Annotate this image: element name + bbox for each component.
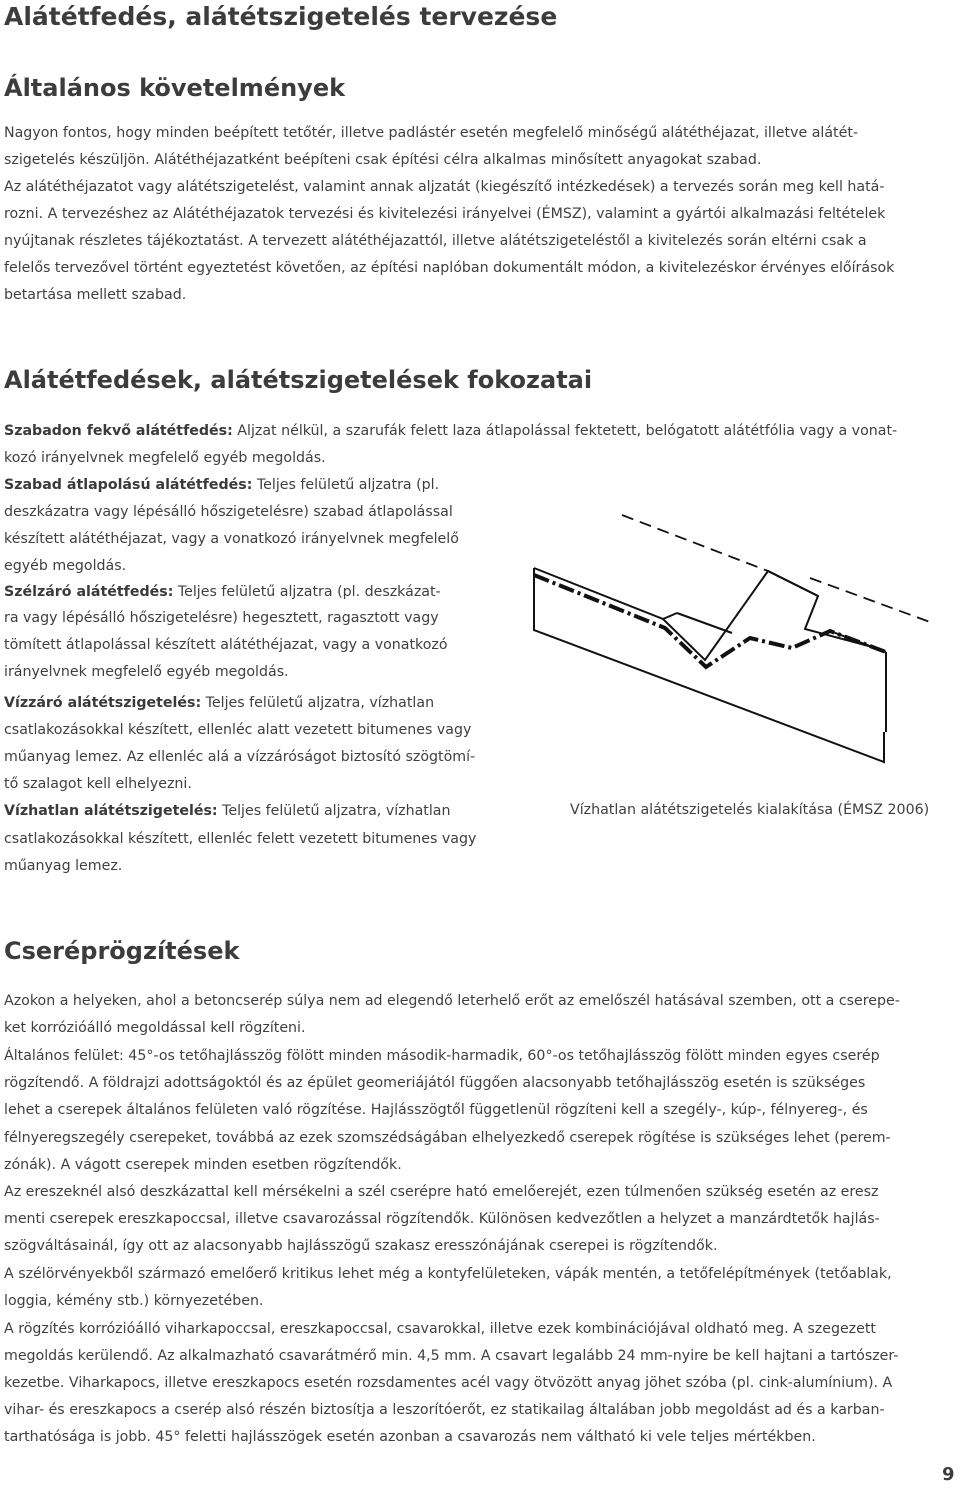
- paragraph-line: tarthatósága is jobb. 45° feletti hajlásszögek esetén azonban a csavarozás nem váltható ki vele teljes mértékben.: [4, 1429, 816, 1445]
- item-text: Aljzat nélkül, a szarufák felett laza átlapolással fektetett, belógatott alátétfólia vagy a vonat-: [232, 423, 898, 439]
- paragraph-line: megoldás kerülendő. Az alkalmazható csavarátmérő min. 4,5 mm. A csavart legalább 24 mm-nyire be kell hajtani a tartószer-: [4, 1348, 899, 1364]
- paragraph-line: Azokon a helyeken, ahol a betoncserép súlya nem ad elegendő leterhelő erőt az emelőszél hatásával szemben, ott a cserepe-: [4, 993, 900, 1009]
- item-text: Teljes felületű aljzatra, vízhatlan: [217, 803, 451, 819]
- paragraph-line: Az ereszeknél alsó deszkázattal kell mérsékelni a szél cserépre ható emelőerejét, ezen túlmenően szükség esetén az eresz: [4, 1184, 879, 1200]
- paragraph-line: irányelvnek megfelelő egyéb megoldás.: [4, 664, 289, 680]
- paragraph-line: Általános felület: 45°-os tetőhajlásszög fölött minden második-harmadik, 60°-os tetőhajlásszög fölött minden egyes cserép: [4, 1048, 880, 1064]
- paragraph-line: kezetbe. Viharkapocs, illetve ereszkapocs esetén rozsdamentes acél vagy ötvözött anyag jöhet szóba (pl. cink-alumínium). A: [4, 1375, 893, 1391]
- item-term: Szélzáró alátétfedés:: [4, 584, 174, 600]
- paragraph-line: rögzítendő. A földrajzi adottságoktól és az épület geomeriájától függően alacsonyabb tetőhajlásszög esetén is szükséges: [4, 1075, 866, 1091]
- section-heading-general: Általános követelmények: [4, 74, 346, 102]
- item-term: Vízhatlan alátétszigetelés:: [4, 803, 218, 819]
- paragraph-line: félnyeregszegély cserepeket, továbbá az ezek szomszédságában elhelyezkedő cserepek rögítése is szükséges lehet (perem-: [4, 1130, 891, 1146]
- diagram-caption: Vízhatlan alátétszigetelés kialakítása (ÉMSZ 2006): [570, 802, 930, 818]
- paragraph-line: tömített átlapolással készített alátéthéjazat, vagy a vonatkozó: [4, 637, 448, 653]
- paragraph-line: felelős tervezővel történt egyeztetést követően, az építési naplóban dokumentált módon, a kivitelezéskor érvényes előírások: [4, 260, 895, 276]
- paragraph-line: deszkázatra vagy lépésálló hőszigetelésre) szabad átlapolással: [4, 504, 453, 520]
- page-title: Alátétfedés, alátétszigetelés tervezése: [4, 2, 558, 31]
- paragraph-line: egyéb megoldás.: [4, 558, 127, 574]
- paragraph-line: rozni. A tervezéshez az Alátéthéjazatok tervezési és kivitelezési irányelvei (ÉMSZ), valamint a gyártói alkalmazási feltételek: [4, 206, 886, 222]
- item-term: Szabadon fekvő alátétfedés:: [4, 423, 233, 439]
- paragraph-line: menti cserepek ereszkapoccsal, illetve csavarozással rögzítendők. Különösen kedvezőtlen a helyzet a manzárdtetők hajlás-: [4, 1211, 880, 1227]
- profile-line: [768, 571, 818, 596]
- paragraph-line: loggia, kémény stb.) környezetében.: [4, 1293, 264, 1309]
- paragraph-line: műanyag lemez.: [4, 858, 123, 874]
- list-item: [4, 475, 439, 495]
- paragraph-line: A rögzítés korrózióálló viharkapoccsal, ereszkapoccsal, csavarokkal, illetve ezek kombinációjával oldható meg. A szegezett: [4, 1321, 876, 1337]
- paragraph-line: csatlakozásokkal készített, ellenléc alatt vezetett bitumenes vagy: [4, 722, 472, 738]
- board-outline: [534, 575, 884, 762]
- list-item: [4, 693, 434, 713]
- paragraph-line: szigetelés készüljön. Alátéthéjazatként beépíteni csak építési célra alkalmas minősített anyagokat szabad.: [4, 152, 762, 168]
- paragraph-line: csatlakozásokkal készített, ellenléc felett vezetett bitumenes vagy: [4, 831, 477, 847]
- item-term: Vízzáró alátétszigetelés:: [4, 695, 202, 711]
- paragraph-line: nyújtanak részletes tájékoztatást. A tervezett alátéthéjazattól, illetve alátétszigeteléstől a kivitelezés során eltérni csak a: [4, 233, 867, 249]
- page-number: 9: [942, 1464, 955, 1485]
- section-heading-tile-fixing: Cseréprögzítések: [4, 937, 240, 965]
- item-text: Teljes felületű aljzatra, vízhatlan: [201, 695, 435, 711]
- dashed-line: [810, 578, 930, 622]
- paragraph-line: ra vagy lépésálló hőszigetelésre) hegesztett, ragasztott vagy: [4, 610, 439, 626]
- paragraph-line: Az alátéthéjazatot vagy alátétszigetelést, valamint annak aljzatát (kiegészítő intézkedések) a tervezés során meg kell hatá-: [4, 179, 885, 195]
- list-item: [4, 421, 897, 441]
- paragraph-line: vihar- és ereszkapocs a cserép alsó részén biztosítja a leszorítóerőt, ez statikailag általában jobb megoldást ad és a karban-: [4, 1402, 885, 1418]
- paragraph-line: készített alátéthéjazat, vagy a vonatkozó irányelvnek megfelelő: [4, 531, 459, 547]
- profile-line: [663, 613, 677, 619]
- paragraph-line: lehet a cserepek általános felületen való rögzítése. Hajlásszögtől függetlenül rögzíteni kell a szegély-, kúp-, félnyereg-, és: [4, 1102, 868, 1118]
- item-text: Teljes felületű aljzatra (pl. deszkázat-: [173, 584, 441, 600]
- paragraph-line: kozó irányelvnek megfelelő egyéb megoldás.: [4, 450, 326, 466]
- underlay-insulation-diagram: [530, 510, 960, 770]
- list-item: [4, 801, 450, 821]
- paragraph-line: tő szalagot kell elhelyezni.: [4, 776, 192, 792]
- list-item: [4, 582, 441, 602]
- paragraph-line: zónák). A vágott cserepek minden esetben rögzítendők.: [4, 1157, 402, 1173]
- paragraph-line: ket korrózióálló megoldással kell rögzíteni.: [4, 1020, 306, 1036]
- profile-line: [830, 631, 886, 652]
- profile-line: [534, 568, 880, 660]
- paragraph-line: műanyag lemez. Az ellenléc alá a vízzáróságot biztosító szögtömí-: [4, 749, 476, 765]
- paragraph-line: A szélörvényekből származó emelőerő kritikus lehet még a kontyfelületeken, vápák mentén, a tetőfelépítmények (tetőablak,: [4, 1266, 892, 1282]
- profile-line: [677, 613, 732, 633]
- dashed-line: [622, 515, 768, 571]
- paragraph-line: betartása mellett szabad.: [4, 287, 187, 303]
- section-heading-levels: Alátétfedések, alátétszigetelések fokozatai: [4, 366, 593, 394]
- item-text: Teljes felületű aljzatra (pl.: [252, 477, 440, 493]
- paragraph-line: szögváltásainál, így ott az alacsonyabb hajlásszögű szakasz eresszónájának cserepei is rögzítendők.: [4, 1238, 718, 1254]
- paragraph-line: Nagyon fontos, hogy minden beépített tetőtér, illetve padlástér esetén megfelelő minőségű alátéthéjazat, illetve alátét-: [4, 125, 859, 141]
- item-term: Szabad átlapolású alátétfedés:: [4, 477, 253, 493]
